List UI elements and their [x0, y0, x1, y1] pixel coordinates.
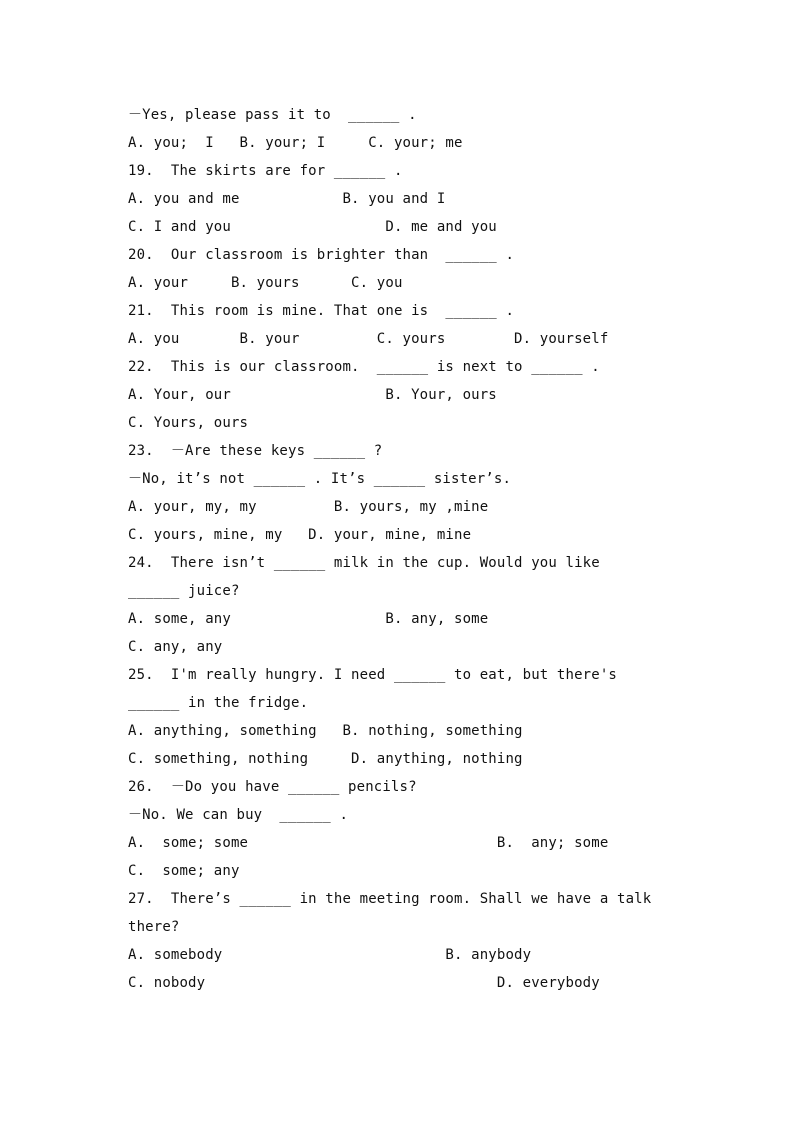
question-19-stem: 19. The skirts are for ______ .: [128, 163, 403, 179]
question-25-options-cd: C. something, nothing D. anything, nothing: [128, 751, 523, 767]
question-25-options-ab: A. anything, something B. nothing, something: [128, 723, 523, 739]
question-21-options: A. you B. your C. yours D. yourself: [128, 331, 609, 347]
question-26-options-c: C. some; any: [128, 863, 240, 879]
question-25-stem-continued: ______ in the fridge.: [128, 695, 309, 711]
question-23-options-cd: C. yours, mine, my D. your, mine, mine: [128, 527, 472, 543]
question-22-options-ab: A. Your, our B. Your, ours: [128, 387, 497, 403]
question-18-options: A. you; I B. your; I C. your; me: [128, 135, 463, 151]
question-23-response: －No, it’s not ______ . It’s ______ sister’s.: [128, 471, 512, 487]
question-20-stem: 20. Our classroom is brighter than ______ .: [128, 247, 515, 263]
question-23-stem: 23. －Are these keys ______ ?: [128, 443, 383, 459]
question-23-options-ab: A. your, my, my B. yours, my ,mine: [128, 499, 489, 515]
question-26-response: －No. We can buy ______ .: [128, 807, 349, 823]
question-22-options-c: C. Yours, ours: [128, 415, 249, 431]
question-25-stem: 25. I'm really hungry. I need ______ to eat, but there's: [128, 667, 617, 683]
question-27-options-ab: A. somebody B. anybody: [128, 947, 532, 963]
question-21-stem: 21. This room is mine. That one is ______ .: [128, 303, 515, 319]
question-27-stem-continued: there?: [128, 919, 180, 935]
question-26-options-ab: A. some; some B. any; some: [128, 835, 609, 851]
question-20-options: A. your B. yours C. you: [128, 275, 403, 291]
question-27-options-cd: C. nobody D. everybody: [128, 975, 600, 991]
question-24-stem-continued: ______ juice?: [128, 583, 240, 599]
question-24-options-c: C. any, any: [128, 639, 223, 655]
question-22-stem: 22. This is our classroom. ______ is next to ______ .: [128, 359, 600, 375]
question-27-stem: 27. There’s ______ in the meeting room. Shall we have a talk: [128, 891, 652, 907]
question-24-stem: 24. There isn’t ______ milk in the cup. Would you like: [128, 555, 600, 571]
question-26-stem: 26. －Do you have ______ pencils?: [128, 779, 417, 795]
question-19-options-cd: C. I and you D. me and you: [128, 219, 497, 235]
question-18-response: －Yes, please pass it to ______ .: [128, 107, 417, 123]
question-19-options-ab: A. you and me B. you and I: [128, 191, 446, 207]
question-24-options-ab: A. some, any B. any, some: [128, 611, 489, 627]
